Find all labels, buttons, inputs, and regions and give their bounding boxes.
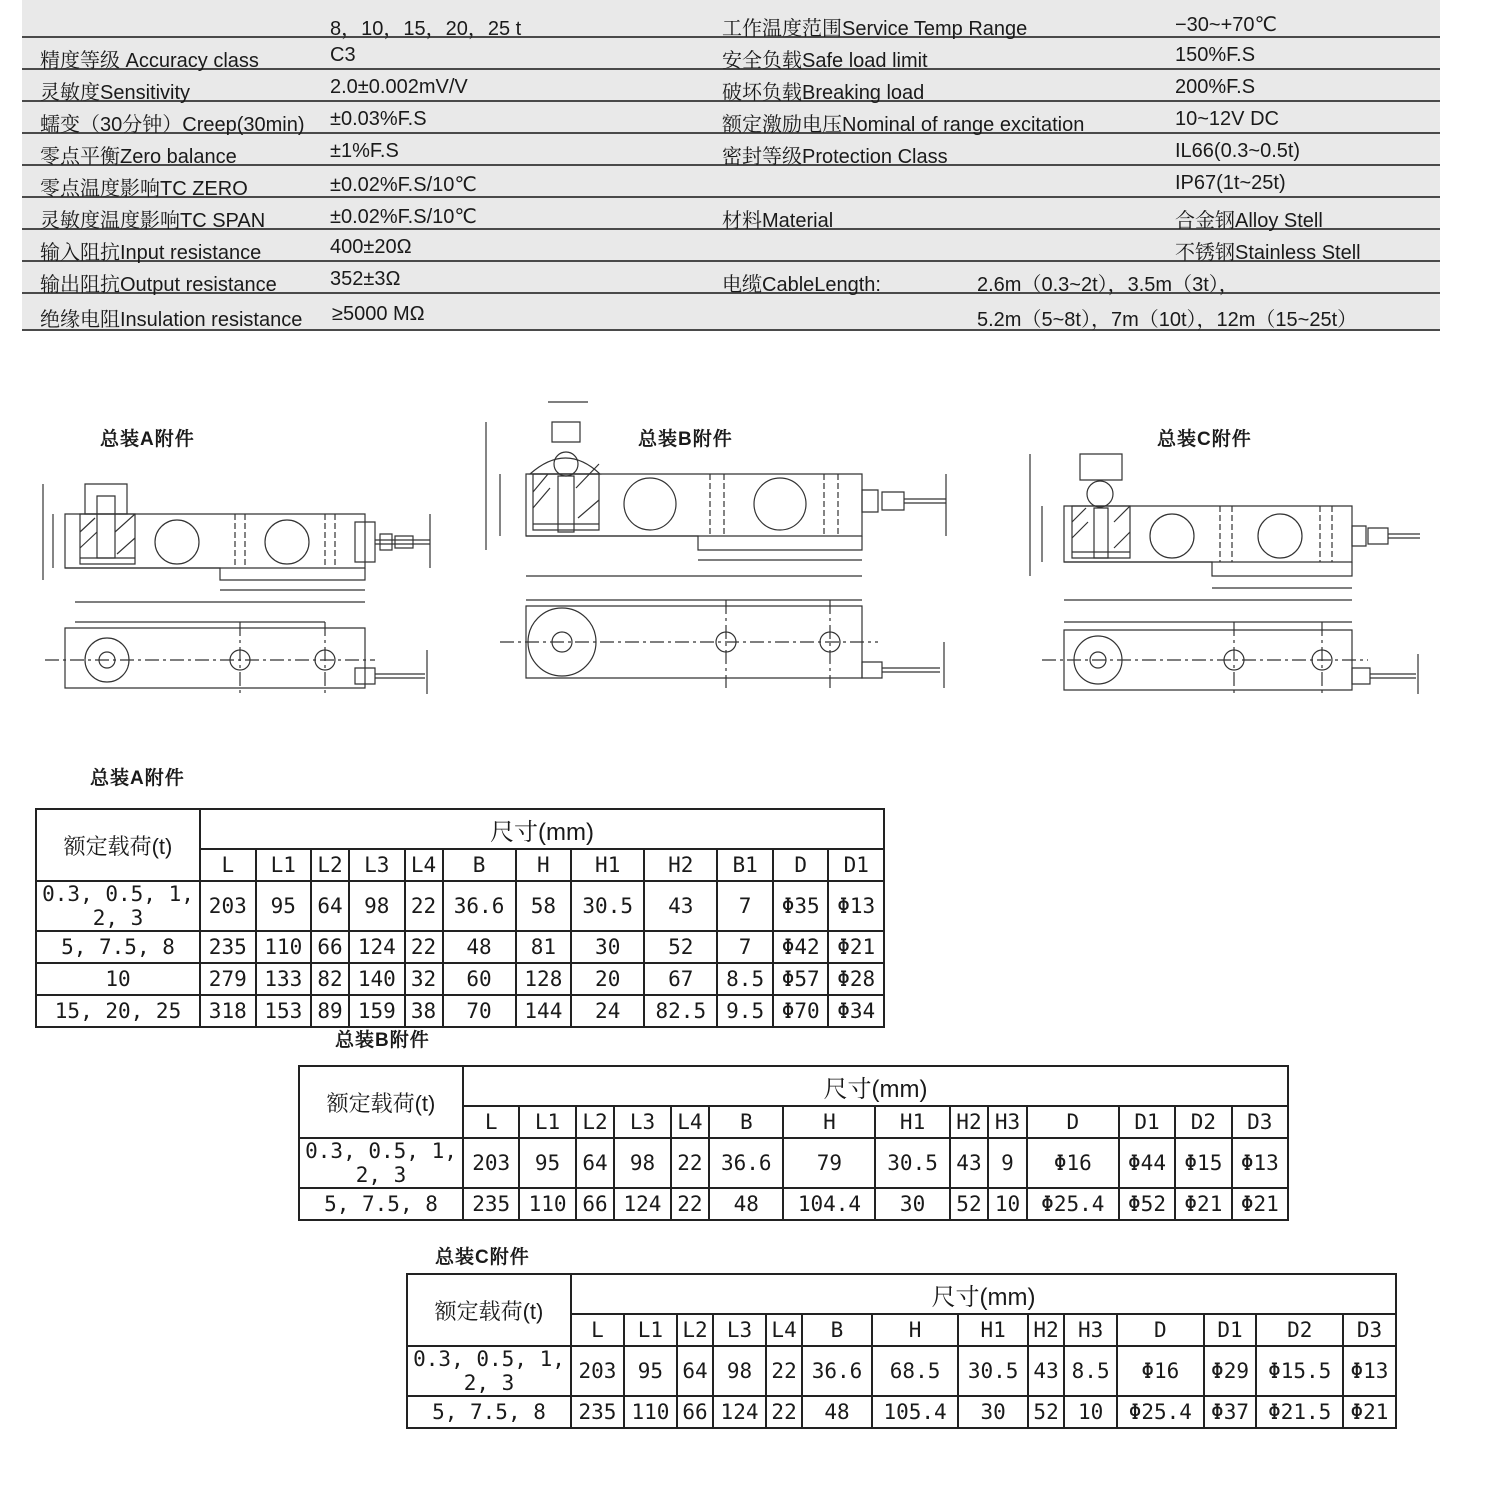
column-header: D1 bbox=[1204, 1314, 1257, 1346]
table-cell: 98 bbox=[614, 1138, 670, 1188]
table-cell: Φ16 bbox=[1117, 1346, 1203, 1396]
spec-row bbox=[22, 262, 1440, 294]
column-header: H1 bbox=[875, 1106, 949, 1138]
column-header: D3 bbox=[1343, 1314, 1396, 1346]
column-header: L3 bbox=[349, 849, 405, 881]
table-row bbox=[299, 1188, 1288, 1220]
spec-row bbox=[22, 297, 1440, 331]
column-header: H2 bbox=[1028, 1314, 1064, 1346]
dimension-table-b bbox=[298, 1065, 1289, 1221]
table-cell: Φ42 bbox=[773, 931, 829, 963]
table-cell: 203 bbox=[571, 1346, 624, 1396]
table-cell: 9.5 bbox=[717, 995, 773, 1027]
table-row bbox=[36, 995, 884, 1027]
table-cell: 159 bbox=[349, 995, 405, 1027]
column-header: H bbox=[783, 1106, 875, 1138]
table-cell: 82 bbox=[311, 963, 349, 995]
column-header: D2 bbox=[1175, 1106, 1231, 1138]
table-cell: Φ44 bbox=[1119, 1138, 1175, 1188]
table-cell: 81 bbox=[516, 931, 572, 963]
column-header: L bbox=[200, 849, 256, 881]
spec-row bbox=[22, 230, 1440, 262]
rated-load-cell: 10 bbox=[36, 963, 200, 995]
dimension-header: 尺寸(mm) bbox=[571, 1274, 1396, 1314]
table-cell: 79 bbox=[783, 1138, 875, 1188]
column-header: L4 bbox=[405, 849, 443, 881]
table-cell: 22 bbox=[766, 1346, 802, 1396]
spec-value: C3 bbox=[330, 44, 356, 66]
spec-value: 2.0±0.002mV/V bbox=[330, 76, 468, 98]
table-cell: 30.5 bbox=[571, 881, 644, 931]
column-header: L4 bbox=[671, 1106, 710, 1138]
table-cell: 52 bbox=[1028, 1396, 1064, 1428]
spec-label: 灵敏度Sensitivity bbox=[40, 82, 191, 104]
table-row bbox=[407, 1346, 1396, 1396]
column-header: D3 bbox=[1232, 1106, 1288, 1138]
column-header: B bbox=[443, 849, 516, 881]
table-cell: 52 bbox=[950, 1188, 989, 1220]
spec-value-2: 不锈钢Stainless Stell bbox=[1175, 242, 1361, 264]
table-cell: 43 bbox=[950, 1138, 989, 1188]
table-cell: 235 bbox=[571, 1396, 624, 1428]
drawing-c bbox=[1022, 442, 1432, 704]
table-cell: 98 bbox=[349, 881, 405, 931]
table-cell: 22 bbox=[671, 1188, 710, 1220]
column-header: H1 bbox=[571, 849, 644, 881]
table-cell: 58 bbox=[516, 881, 572, 931]
spec-label-2: 破坏负载Breaking load bbox=[722, 82, 925, 104]
table-cell: Φ70 bbox=[773, 995, 829, 1027]
spec-label: 输出阻抗Output resistance bbox=[40, 274, 277, 296]
table-cell: 89 bbox=[311, 995, 349, 1027]
table-cell: 98 bbox=[713, 1346, 766, 1396]
rated-load-cell: 0.3, 0.5, 1, 2, 3 bbox=[407, 1346, 571, 1396]
spec-label: 输入阻抗Input resistance bbox=[40, 242, 262, 264]
spec-label: 灵敏度温度影响TC SPAN bbox=[40, 210, 266, 232]
table-cell: Φ21.5 bbox=[1256, 1396, 1342, 1428]
table-cell: 10 bbox=[988, 1188, 1027, 1220]
column-header: L1 bbox=[256, 849, 312, 881]
column-header: L2 bbox=[311, 849, 349, 881]
table-cell: 36.6 bbox=[709, 1138, 783, 1188]
table-cell: 82.5 bbox=[644, 995, 717, 1027]
column-header: H1 bbox=[958, 1314, 1028, 1346]
table-cell: Φ21 bbox=[1175, 1188, 1231, 1220]
table-header-row bbox=[407, 1274, 1396, 1314]
drawing-a-label: 总装A附件 bbox=[100, 429, 195, 450]
spec-row bbox=[22, 198, 1440, 230]
spec-label-2: 电缆CableLength: bbox=[722, 274, 881, 296]
table-cell: Φ52 bbox=[1119, 1188, 1175, 1220]
table-row bbox=[299, 1138, 1288, 1188]
spec-value: 8，10，15，20，25 t bbox=[330, 18, 522, 40]
spec-label-2: 材料Material bbox=[722, 210, 834, 232]
table-cell: 66 bbox=[576, 1188, 615, 1220]
table-row bbox=[36, 881, 884, 931]
table-cell: 43 bbox=[644, 881, 717, 931]
table-cell: 30 bbox=[958, 1396, 1028, 1428]
table-cell: 68.5 bbox=[872, 1346, 958, 1396]
table-cell: 95 bbox=[256, 881, 312, 931]
spec-value-2: −30~+70℃ bbox=[1175, 14, 1277, 36]
table-cell: Φ13 bbox=[1232, 1138, 1288, 1188]
spec-value: 400±20Ω bbox=[330, 236, 412, 258]
column-header: H2 bbox=[950, 1106, 989, 1138]
table-cell: 8.5 bbox=[717, 963, 773, 995]
table-cell: 48 bbox=[709, 1188, 783, 1220]
spec-row bbox=[22, 102, 1440, 134]
column-header: L2 bbox=[677, 1314, 713, 1346]
spec-value: ≥5000 MΩ bbox=[332, 303, 425, 325]
spec-table bbox=[22, 0, 1440, 331]
table-a-title: 总装A附件 bbox=[90, 768, 185, 789]
table-cell: 64 bbox=[576, 1138, 615, 1188]
table-cell: 235 bbox=[463, 1188, 519, 1220]
spec-value: ±0.02%F.S/10℃ bbox=[330, 174, 477, 196]
column-header: H3 bbox=[1064, 1314, 1117, 1346]
spec-label-2: 额定激励电压Nominal of range excitation bbox=[722, 114, 1085, 136]
column-header: L3 bbox=[614, 1106, 670, 1138]
column-header: H3 bbox=[988, 1106, 1027, 1138]
spec-row bbox=[22, 166, 1440, 198]
spec-label: 零点平衡Zero balance bbox=[40, 146, 237, 168]
column-header: D1 bbox=[828, 849, 884, 881]
column-header: L1 bbox=[519, 1106, 575, 1138]
table-cell: 128 bbox=[516, 963, 572, 995]
table-b-title: 总装B附件 bbox=[335, 1030, 430, 1051]
spec-value-2: 150%F.S bbox=[1175, 44, 1256, 66]
table-cell: 124 bbox=[713, 1396, 766, 1428]
table-cell: 110 bbox=[624, 1396, 677, 1428]
column-header: L4 bbox=[766, 1314, 802, 1346]
table-cell: Φ25.4 bbox=[1027, 1188, 1119, 1220]
column-header: B bbox=[709, 1106, 783, 1138]
table-cell: 140 bbox=[349, 963, 405, 995]
table-cell: 30 bbox=[571, 931, 644, 963]
spec-label: 精度等级 Accuracy class bbox=[40, 50, 259, 72]
table-cell: 203 bbox=[200, 881, 256, 931]
spec-row bbox=[22, 70, 1440, 102]
rated-load-header: 额定载荷(t) bbox=[299, 1066, 463, 1138]
spec-value-2: 2.6m（0.3~2t），3.5m（3t）， bbox=[977, 274, 1239, 296]
table-row bbox=[36, 931, 884, 963]
spec-label: 蠕变（30分钟）Creep(30min) bbox=[40, 114, 305, 136]
rated-load-cell: 0.3, 0.5, 1, 2, 3 bbox=[36, 881, 200, 931]
spec-value-2: IL66(0.3~0.5t) bbox=[1175, 140, 1301, 162]
spec-value-2: 10~12V DC bbox=[1175, 108, 1279, 130]
table-cell: 8.5 bbox=[1064, 1346, 1117, 1396]
table-cell: Φ34 bbox=[828, 995, 884, 1027]
table-cell: 64 bbox=[677, 1346, 713, 1396]
spec-label-2: 安全负载Safe load limit bbox=[722, 50, 928, 72]
table-cell: 124 bbox=[614, 1188, 670, 1220]
column-header: D bbox=[773, 849, 829, 881]
drawing-b-label: 总装B附件 bbox=[638, 429, 733, 450]
table-cell: 95 bbox=[624, 1346, 677, 1396]
table-cell: 36.6 bbox=[443, 881, 516, 931]
table-cell: 38 bbox=[405, 995, 443, 1027]
table-cell: Φ21 bbox=[1343, 1396, 1396, 1428]
table-cell: 20 bbox=[571, 963, 644, 995]
column-header: L1 bbox=[624, 1314, 677, 1346]
column-header: H bbox=[872, 1314, 958, 1346]
column-header: D bbox=[1027, 1106, 1119, 1138]
table-cell: 60 bbox=[443, 963, 516, 995]
rated-load-cell: 5, 7.5, 8 bbox=[407, 1396, 571, 1428]
rated-load-cell: 0.3, 0.5, 1, 2, 3 bbox=[299, 1138, 463, 1188]
table-cell: Φ13 bbox=[828, 881, 884, 931]
spec-row bbox=[22, 0, 1440, 38]
table-c-title: 总装C附件 bbox=[435, 1247, 530, 1268]
table-cell: 66 bbox=[677, 1396, 713, 1428]
table-cell: 110 bbox=[256, 931, 312, 963]
table-cell: 48 bbox=[802, 1396, 872, 1428]
table-cell: Φ21 bbox=[828, 931, 884, 963]
table-cell: 144 bbox=[516, 995, 572, 1027]
column-header: L bbox=[571, 1314, 624, 1346]
spec-value-2: 5.2m（5~8t），7m（10t），12m（15~25t） bbox=[977, 309, 1358, 331]
table-cell: 104.4 bbox=[783, 1188, 875, 1220]
table-row bbox=[407, 1396, 1396, 1428]
table-cell: 22 bbox=[405, 881, 443, 931]
spec-value-2: 200%F.S bbox=[1175, 76, 1256, 98]
table-cell: 48 bbox=[443, 931, 516, 963]
spec-label-2: 密封等级Protection Class bbox=[722, 146, 948, 168]
rated-load-cell: 5, 7.5, 8 bbox=[299, 1188, 463, 1220]
table-cell: 7 bbox=[717, 881, 773, 931]
column-header: H bbox=[516, 849, 572, 881]
table-cell: 235 bbox=[200, 931, 256, 963]
dimension-header: 尺寸(mm) bbox=[200, 809, 884, 849]
table-cell: 133 bbox=[256, 963, 312, 995]
table-cell: 95 bbox=[519, 1138, 575, 1188]
column-header: D bbox=[1117, 1314, 1203, 1346]
dimension-table-a bbox=[35, 808, 885, 1028]
table-cell: 22 bbox=[671, 1138, 710, 1188]
drawing-b bbox=[478, 392, 958, 702]
rated-load-header: 额定载荷(t) bbox=[36, 809, 200, 881]
table-header-row bbox=[299, 1066, 1288, 1106]
table-cell: 36.6 bbox=[802, 1346, 872, 1396]
spec-value: 352±3Ω bbox=[330, 268, 401, 290]
table-cell: Φ29 bbox=[1204, 1346, 1257, 1396]
table-cell: 22 bbox=[766, 1396, 802, 1428]
table-cell: Φ15 bbox=[1175, 1138, 1231, 1188]
table-cell: 279 bbox=[200, 963, 256, 995]
column-header: B1 bbox=[717, 849, 773, 881]
table-cell: 30.5 bbox=[875, 1138, 949, 1188]
table-cell: 67 bbox=[644, 963, 717, 995]
rated-load-header: 额定载荷(t) bbox=[407, 1274, 571, 1346]
column-header: L2 bbox=[576, 1106, 615, 1138]
rated-load-cell: 5, 7.5, 8 bbox=[36, 931, 200, 963]
spec-row bbox=[22, 38, 1440, 70]
spec-row bbox=[22, 134, 1440, 166]
column-header: D2 bbox=[1256, 1314, 1342, 1346]
table-cell: 105.4 bbox=[872, 1396, 958, 1428]
dimension-header: 尺寸(mm) bbox=[463, 1066, 1288, 1106]
spec-label-2: 工作温度范围Service Temp Range bbox=[722, 18, 1028, 40]
column-header: H2 bbox=[644, 849, 717, 881]
rated-load-cell: 15, 20, 25 bbox=[36, 995, 200, 1027]
column-header: D1 bbox=[1119, 1106, 1175, 1138]
table-cell: Φ13 bbox=[1343, 1346, 1396, 1396]
table-cell: Φ21 bbox=[1232, 1188, 1288, 1220]
table-cell: 52 bbox=[644, 931, 717, 963]
table-cell: 66 bbox=[311, 931, 349, 963]
table-cell: 203 bbox=[463, 1138, 519, 1188]
dimension-table-c bbox=[406, 1273, 1397, 1429]
table-cell: 64 bbox=[311, 881, 349, 931]
table-cell: 153 bbox=[256, 995, 312, 1027]
table-cell: Φ37 bbox=[1204, 1396, 1257, 1428]
table-cell: 43 bbox=[1028, 1346, 1064, 1396]
table-cell: 124 bbox=[349, 931, 405, 963]
spec-label: 绝缘电阻Insulation resistance bbox=[40, 309, 303, 331]
table-cell: Φ35 bbox=[773, 881, 829, 931]
table-cell: 9 bbox=[988, 1138, 1027, 1188]
table-cell: Φ57 bbox=[773, 963, 829, 995]
table-cell: 110 bbox=[519, 1188, 575, 1220]
table-cell: Φ28 bbox=[828, 963, 884, 995]
table-cell: Φ25.4 bbox=[1117, 1396, 1203, 1428]
table-header-row bbox=[36, 809, 884, 849]
drawing-a bbox=[35, 462, 445, 702]
table-cell: 24 bbox=[571, 995, 644, 1027]
table-cell: Φ16 bbox=[1027, 1138, 1119, 1188]
table-cell: 10 bbox=[1064, 1396, 1117, 1428]
table-cell: 32 bbox=[405, 963, 443, 995]
drawing-c-label: 总装C附件 bbox=[1157, 429, 1252, 450]
table-cell: 22 bbox=[405, 931, 443, 963]
table-row bbox=[36, 963, 884, 995]
spec-value: ±0.03%F.S bbox=[330, 108, 427, 130]
table-cell: 318 bbox=[200, 995, 256, 1027]
spec-value-2: 合金钢Alloy Stell bbox=[1175, 210, 1323, 232]
spec-value: ±1%F.S bbox=[330, 140, 399, 162]
column-header: B bbox=[802, 1314, 872, 1346]
column-header: L3 bbox=[713, 1314, 766, 1346]
table-cell: 7 bbox=[717, 931, 773, 963]
table-cell: 70 bbox=[443, 995, 516, 1027]
spec-value: ±0.02%F.S/10℃ bbox=[330, 206, 477, 228]
table-cell: Φ15.5 bbox=[1256, 1346, 1342, 1396]
spec-value-2: IP67(1t~25t) bbox=[1175, 172, 1286, 194]
table-cell: 30.5 bbox=[958, 1346, 1028, 1396]
table-cell: 30 bbox=[875, 1188, 949, 1220]
spec-label: 零点温度影响TC ZERO bbox=[40, 178, 248, 200]
column-header: L bbox=[463, 1106, 519, 1138]
